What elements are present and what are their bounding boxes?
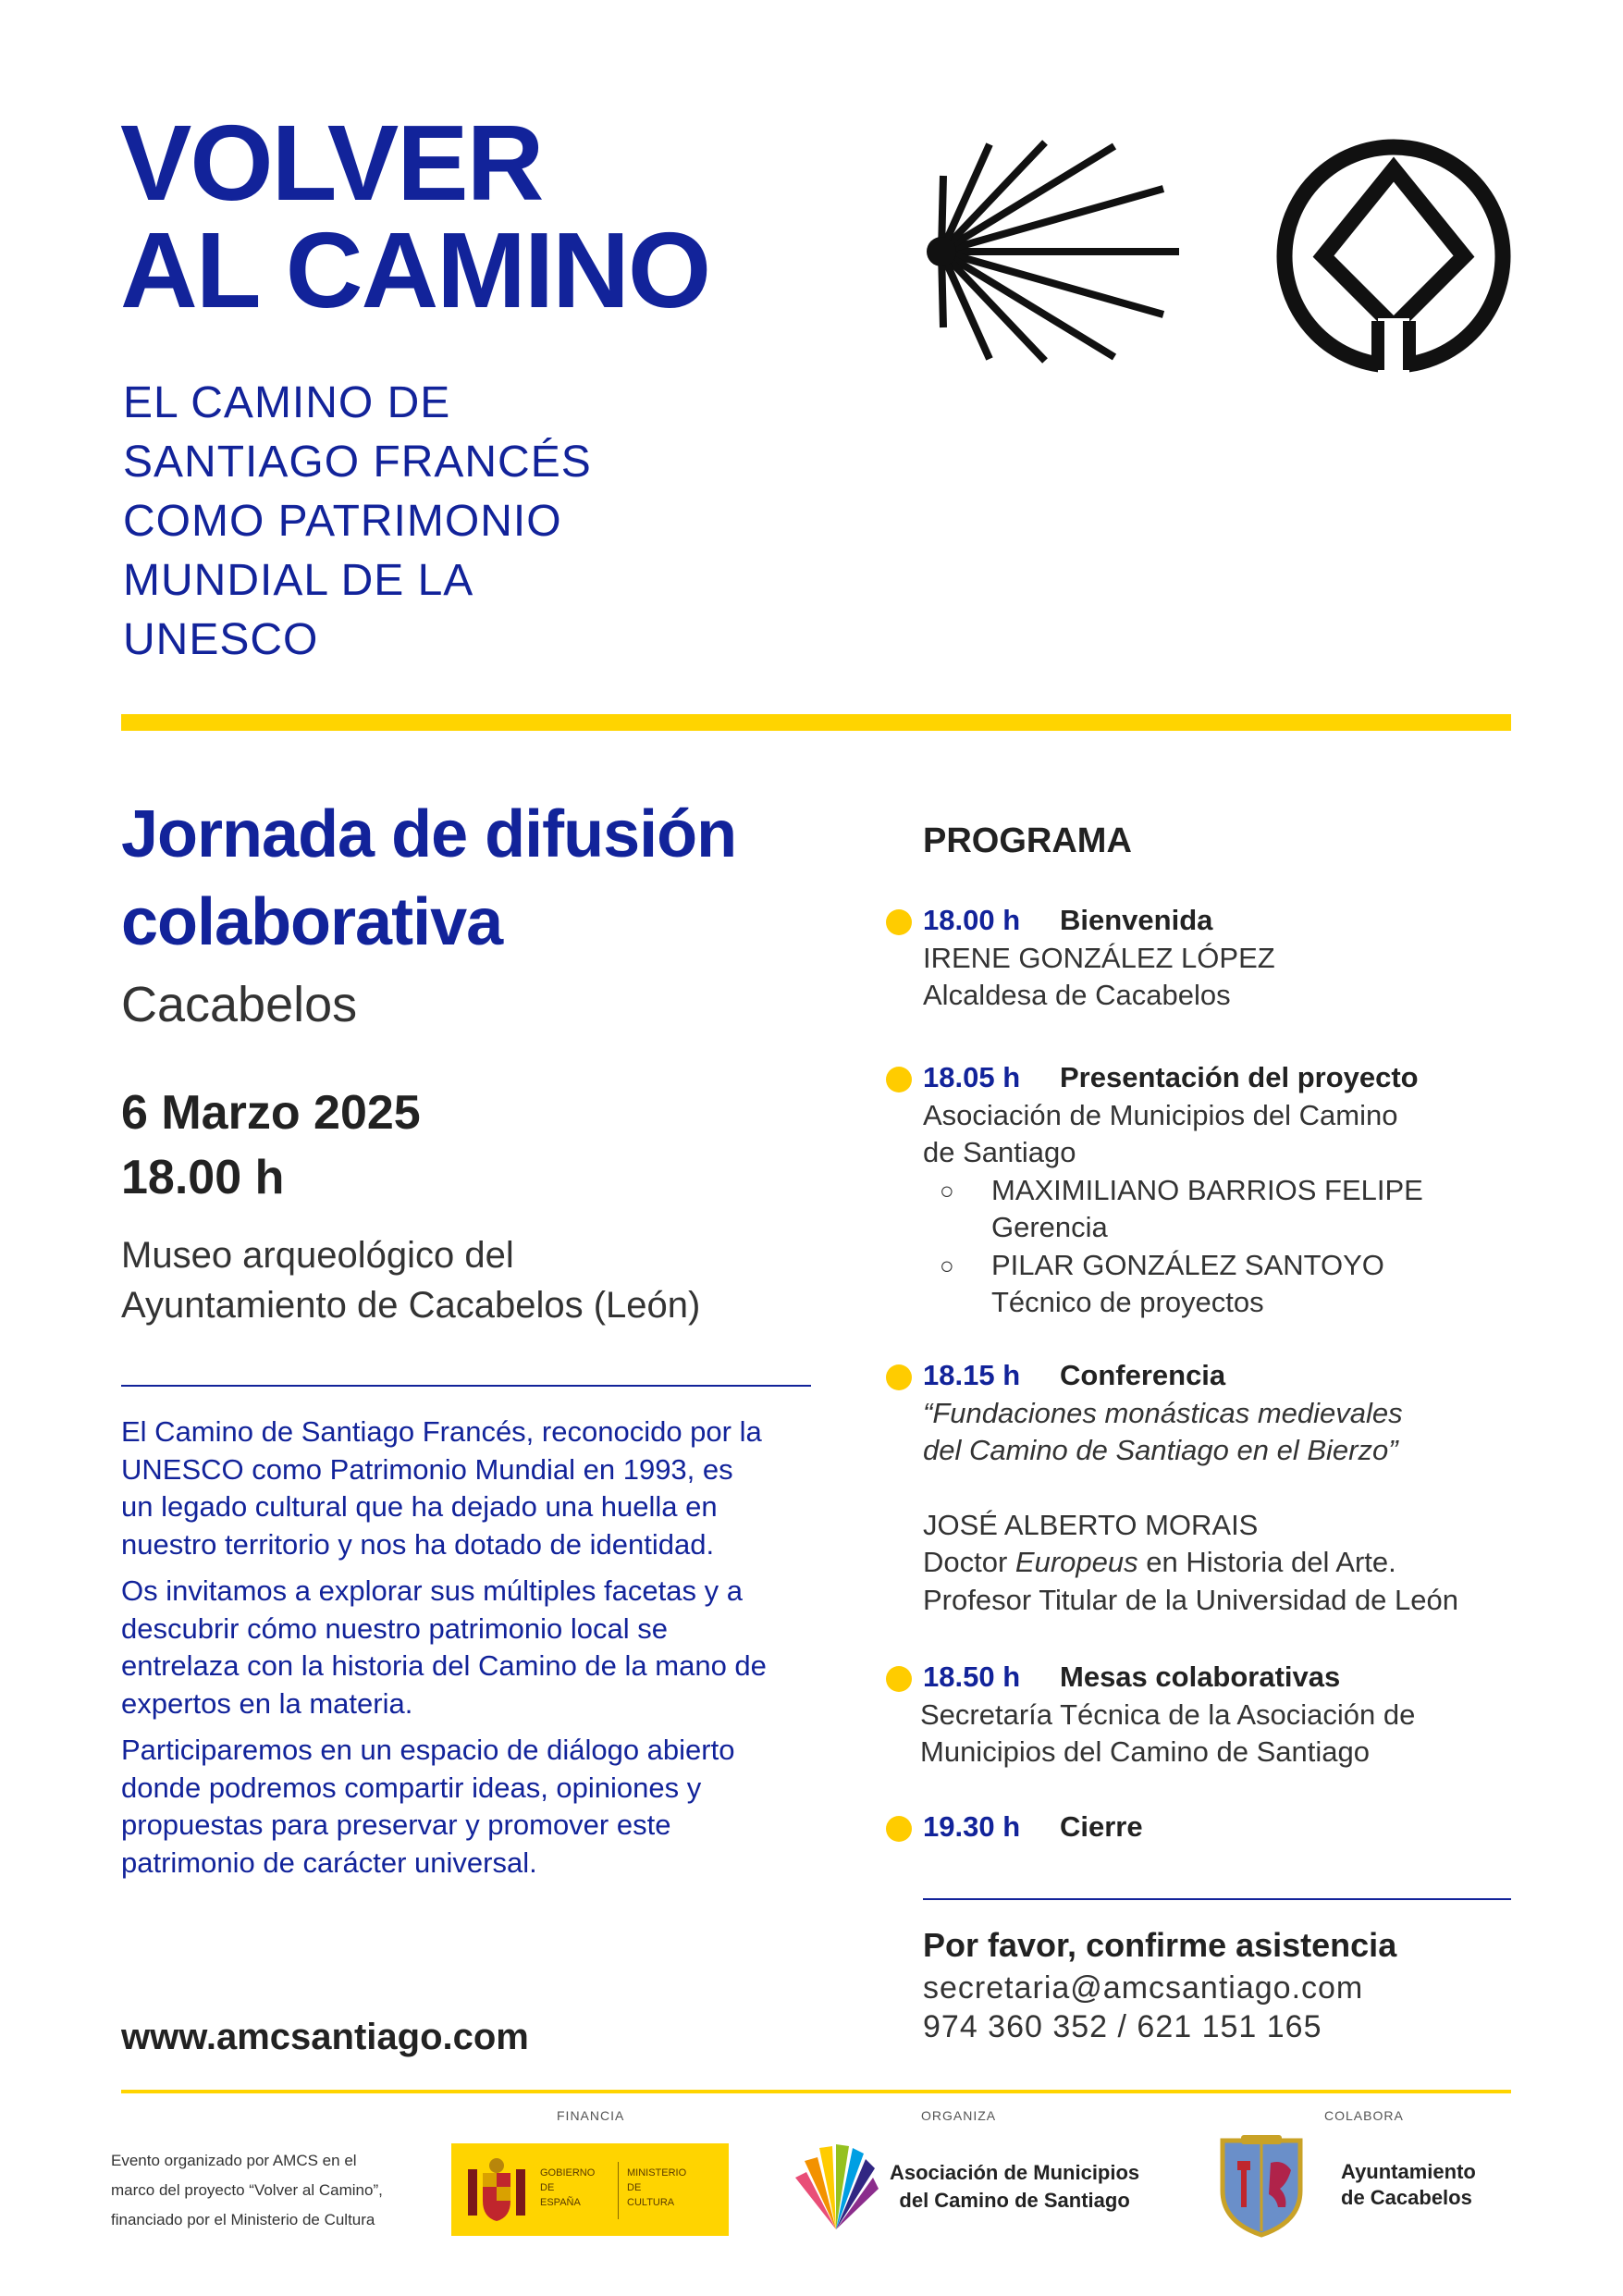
gov-line: DE (540, 2182, 555, 2193)
spain-coat-of-arms-icon (464, 2156, 529, 2223)
yellow-dot-icon (886, 1364, 912, 1390)
subtitle (123, 374, 592, 670)
scallop-shell-icon (916, 139, 1193, 370)
sub-item-role: Técnico de proyectos (991, 1286, 1264, 1318)
ayto-line: Ayuntamiento (1341, 2160, 1476, 2183)
event-title (121, 791, 736, 967)
spacer (923, 1470, 1533, 1507)
role-text: en Historia del Arte. (1137, 1546, 1396, 1578)
sub-item-name: MAXIMILIANO BARRIOS FELIPE (991, 1173, 1423, 1206)
circle-bullet-icon: ○ (940, 1176, 954, 1204)
item-line: Secretaría Técnica de la Asociación de (920, 1697, 1416, 1731)
yellow-dot-icon (886, 909, 912, 935)
sub-item-name: PILAR GONZÁLEZ SANTOYO (991, 1248, 1384, 1281)
conference-title: “Fundaciones monásticas medievales (923, 1396, 1403, 1429)
item-title: Conferencia (1060, 1359, 1226, 1391)
event-town: Cacabelos (121, 977, 358, 1032)
amcs-line: del Camino de Santiago (899, 2189, 1130, 2212)
item-time: 18.50 h (923, 1660, 1021, 1693)
gov-line: GOBIERNO (540, 2167, 596, 2179)
event-datetime (121, 1080, 421, 1210)
rsvp-email[interactable]: secretaria@amcsantiago.com (923, 1970, 1364, 2006)
main-title-line2: AL CAMINO (120, 210, 710, 330)
subtitle-line: UNESCO (123, 615, 319, 664)
amcs-name (890, 2159, 1139, 2215)
item-line: Asociación de Municipios del Camino (923, 1098, 1398, 1131)
rsvp-phones: 974 360 352 / 621 151 165 (923, 2009, 1322, 2044)
event-title-line1: Jornada de difusión (121, 797, 737, 871)
venue-line2: Ayuntamiento de Cacabelos (León) (121, 1285, 701, 1326)
intro-text (121, 1413, 768, 1891)
rsvp-heading: Por favor, confirme asistencia (923, 1926, 1397, 1964)
speaker-name: JOSÉ ALBERTO MORAIS (923, 1508, 1259, 1541)
yellow-divider (121, 714, 1511, 731)
event-time: 18.00 h (121, 1151, 285, 1204)
cacabelos-shield-icon (1213, 2135, 1309, 2239)
subtitle-line: EL CAMINO DE (123, 378, 451, 427)
footer-divider (121, 2090, 1511, 2093)
label-colabora: COLABORA (1324, 2108, 1404, 2123)
intro-paragraph-1: El Camino de Santiago Francés, reconocido por la UNESCO como Patrimonio Mundial en 1993, es un legado cultural que ha dejado una huella en nuestro territorio y nos ha dotado de identidad. (121, 1415, 762, 1561)
circle-bullet-icon: ○ (940, 1251, 954, 1279)
subtitle-line: SANTIAGO FRANCÉS (123, 438, 592, 487)
main-title (120, 103, 710, 330)
gov-line: ESPAÑA (540, 2197, 581, 2208)
item-time: 18.00 h (923, 904, 1021, 936)
min-line: MINISTERIO (627, 2167, 687, 2179)
intro-paragraph-2: Os invitamos a explorar sus múltiples facetas y a descubrir cómo nuestro patrimonio local se entrelaza con la historia del Camino de la mano de expertos en la materia. (121, 1574, 767, 1720)
ministry-divider (618, 2162, 619, 2219)
event-venue (121, 1230, 700, 1330)
event-title-line2: colaborativa (121, 885, 503, 959)
ministry-logo (451, 2143, 729, 2236)
item-line: Municipios del Camino de Santiago (920, 1735, 1370, 1768)
item-time: 18.05 h (923, 1061, 1021, 1093)
subtitle-line: COMO PATRIMONIO (123, 497, 562, 546)
sub-item (940, 1247, 1533, 1285)
footer-note-line: marco del proyecto “Volver al Camino”, (111, 2181, 383, 2199)
item-time: 19.30 h (923, 1810, 1021, 1843)
item-line: de Santiago (923, 1136, 1076, 1168)
rsvp-contact (923, 1969, 1363, 2046)
amcs-logo-icon (792, 2141, 880, 2233)
item-title: Presentación del proyecto (1060, 1061, 1419, 1093)
item-title: Bienvenida (1060, 904, 1213, 936)
right-divider (923, 1898, 1511, 1900)
item-line: IRENE GONZÁLEZ LÓPEZ (923, 941, 1275, 974)
speaker-role (923, 1544, 1533, 1582)
program-item-5 (886, 1808, 1533, 1846)
yellow-dot-icon (886, 1816, 912, 1842)
main-title-line1: VOLVER (120, 103, 543, 223)
yellow-dot-icon (886, 1666, 912, 1692)
program-item-4 (886, 1659, 1533, 1771)
min-line: DE (627, 2182, 642, 2193)
min-line: CULTURA (627, 2197, 675, 2208)
left-divider (121, 1385, 811, 1387)
role-emphasis: Europeus (1014, 1546, 1138, 1578)
footer-note (111, 2146, 383, 2235)
item-title: Cierre (1060, 1810, 1143, 1843)
ayuntamiento-name (1341, 2159, 1476, 2211)
intro-paragraph-3: Participaremos en un espacio de diálogo abierto donde podremos compartir ideas, opiniones y propuestas para preservar y promover este patrimonio de carácter universal. (121, 1734, 735, 1879)
sub-item (940, 1172, 1533, 1210)
footer-note-line: financiado por el Ministerio de Cultura (111, 2211, 375, 2228)
event-date: 6 Marzo 2025 (121, 1086, 421, 1140)
footer-note-line: Evento organizado por AMCS en el (111, 2152, 357, 2169)
item-line: Alcaldesa de Cacabelos (923, 979, 1231, 1011)
program-item-3 (886, 1357, 1533, 1619)
role-text: Doctor (923, 1546, 1015, 1578)
yellow-dot-icon (886, 1067, 912, 1092)
amcs-line: Asociación de Municipios (890, 2161, 1140, 2184)
label-financia: FINANCIA (557, 2108, 625, 2123)
speaker-role-2: Profesor Titular de la Universidad de León (923, 1583, 1458, 1616)
world-heritage-icon (1274, 137, 1513, 376)
conference-title: del Camino de Santiago en el Bierzo” (923, 1434, 1398, 1466)
subtitle-line: MUNDIAL DE LA (123, 556, 474, 605)
label-organiza: ORGANIZA (921, 2108, 997, 2123)
sub-item-role: Gerencia (991, 1211, 1108, 1243)
program-item-2 (886, 1059, 1533, 1322)
ayto-line: de Cacabelos (1341, 2186, 1472, 2209)
website-link[interactable]: www.amcsantiago.com (121, 2017, 529, 2057)
venue-line1: Museo arqueológico del (121, 1235, 514, 1276)
item-title: Mesas colaborativas (1060, 1660, 1341, 1693)
program-item-1 (886, 902, 1533, 1015)
item-time: 18.15 h (923, 1359, 1021, 1391)
programa-heading: PROGRAMA (923, 821, 1132, 860)
